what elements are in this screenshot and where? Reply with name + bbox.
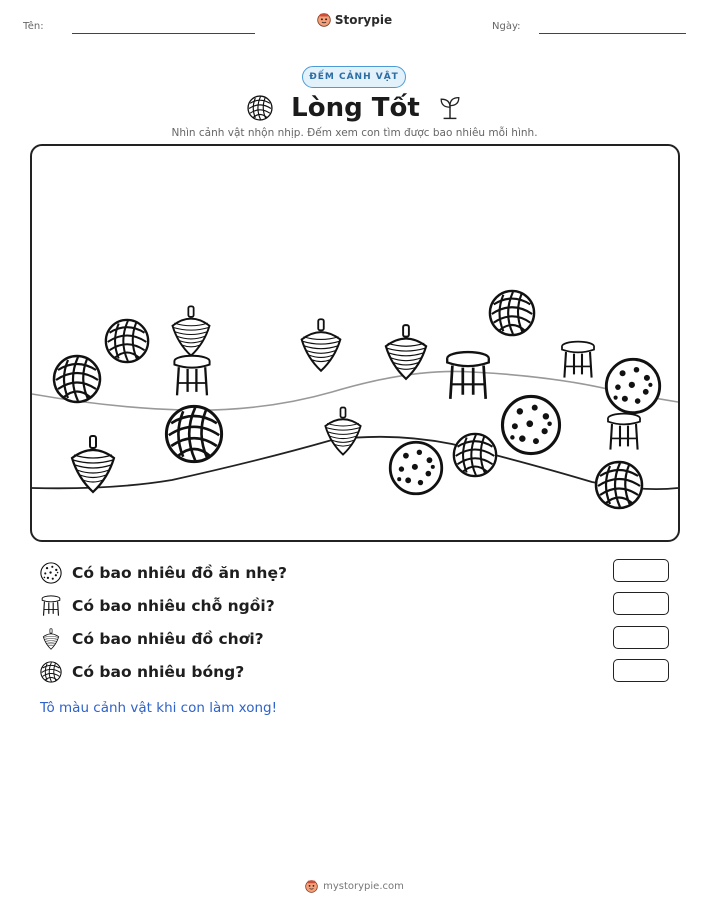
stool-icon [608,414,640,450]
name-label: Tên: [23,21,44,32]
title-row [0,88,709,128]
question-snacks [40,560,287,586]
footer-url: mystorypie.com [323,881,404,892]
footer [0,880,709,893]
ball-icon [106,320,148,362]
spinning-top-icon [302,319,341,371]
cookie-icon [606,359,659,412]
ball-icon [166,406,221,461]
question-text: Có bao nhiêu đồ ăn nhẹ? [72,564,287,582]
front-hill-line [32,437,678,489]
question-text: Có bao nhiêu chỗ ngồi? [72,597,275,615]
answer-box-balls[interactable] [613,659,669,682]
cookie-icon [40,562,62,584]
stool-icon [174,356,209,396]
coloring-note: Tô màu cảnh vật khi con làm xong! [40,700,278,716]
instructions: Nhìn cảnh vật nhộn nhịp. Đếm xem con tìm được bao nhiêu mỗi hình. [171,127,538,139]
answer-box-snacks[interactable] [613,559,669,582]
question-toys [40,626,264,652]
stool-icon [562,342,594,378]
spinning-top-icon [173,306,210,355]
ball-icon [40,661,62,683]
back-hill-line [32,371,678,410]
cookie-icon [502,396,559,453]
brand-name: Storypie [334,13,393,27]
stool-icon [447,352,489,399]
page-title: Lòng Tốt [291,93,420,123]
ball-icon [54,356,100,402]
mascot-icon [317,13,331,27]
brand-logo [0,13,709,27]
question-balls [40,659,244,685]
category-badge: ĐẾM CẢNH VẬT [302,66,406,88]
spinning-top-icon [40,628,62,650]
spinning-top-icon [386,325,426,379]
name-line[interactable] [72,33,255,34]
answer-box-seats[interactable] [613,592,669,615]
mascot-icon [305,880,318,893]
date-line[interactable] [539,33,686,34]
ball-icon [247,95,273,121]
scene-illustration [32,146,678,540]
question-text: Có bao nhiêu đồ chơi? [72,630,264,648]
ball-icon [490,291,534,335]
question-seats [40,593,275,619]
answer-box-toys[interactable] [613,626,669,649]
spinning-top-icon [325,407,360,454]
sprout-icon [438,96,462,120]
spinning-top-icon [72,436,114,492]
counting-scene[interactable] [30,144,680,542]
ball-icon [454,434,496,476]
question-text: Có bao nhiêu bóng? [72,663,245,681]
cookie-icon [390,442,442,494]
stool-icon [40,595,62,617]
date-label: Ngày: [492,21,521,32]
ball-icon [596,462,642,508]
